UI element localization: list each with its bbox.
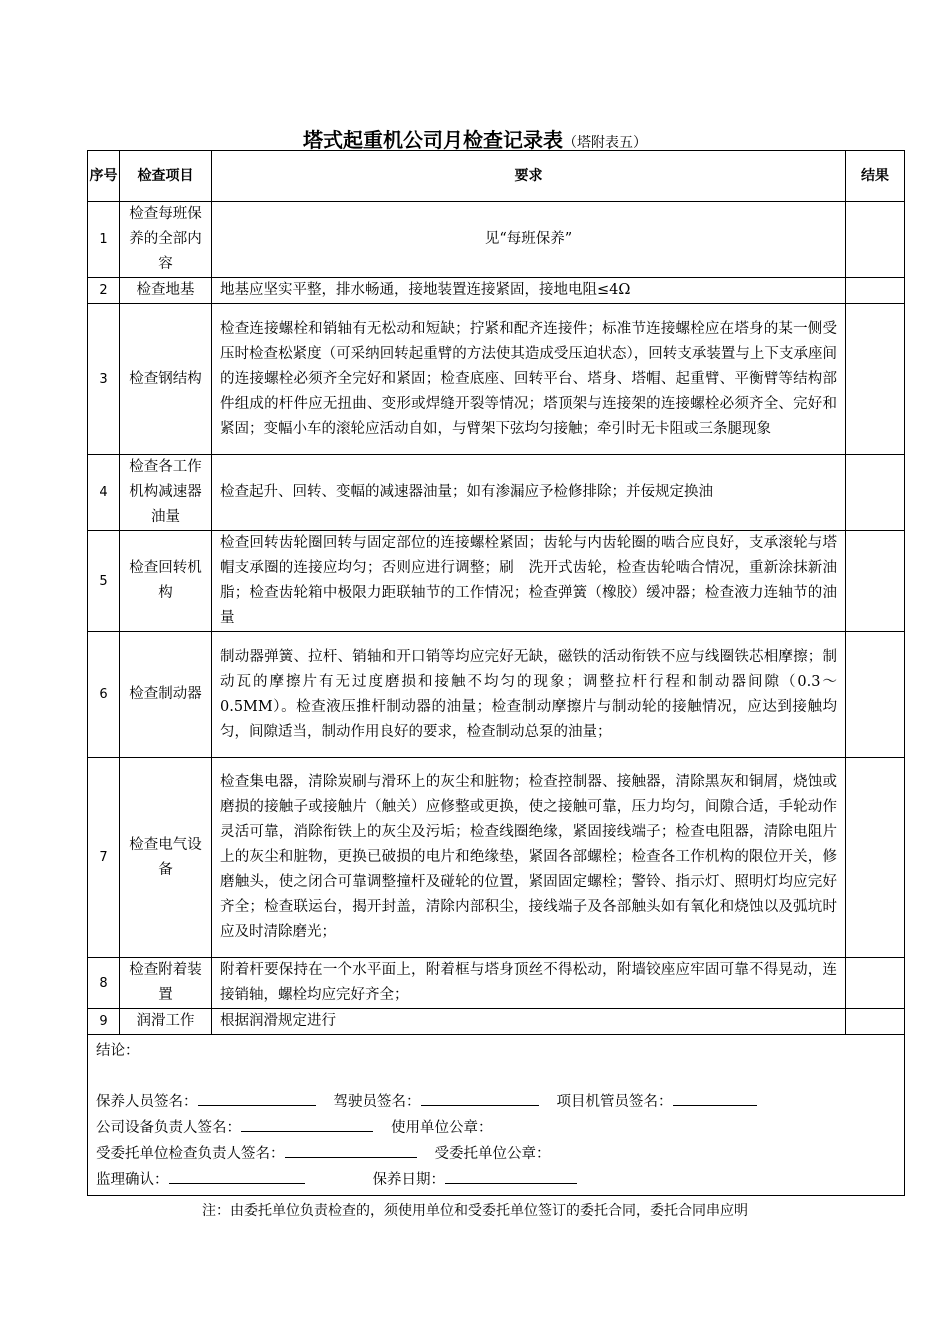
row-req: 检查连接螺栓和销轴有无松动和短缺；拧紧和配齐连接件；标准节连接螺栓应在塔身的某一侧受压时检查松紧度（可采纳回转起重臂的方法使其造成受压迫状态），回转支承装置与上下支承座间的连接螺栓必须齐全完好和紧固；检查底座、回转平台、塔身、塔帽、起重臂、平衡臂等结构部件组成的杆件应无扭曲、变形或焊缝开裂等情况；塔顶架与连接架的连接螺栓必须齐全、完好和紧固；变幅小车的滚轮应活动自如，与臂架下弦均匀接触；牵引时无卡阻或三条腿现象 [212,304,846,455]
table-row [88,632,905,758]
row-no: 1 [88,202,120,278]
supervision-label: 监理确认： [96,1172,169,1188]
conclusion-label: 结论： [96,1043,140,1059]
inspection-table [87,150,905,1196]
company-equip-sign-label: 公司设备负责人签名： [96,1120,241,1136]
row-item: 检查附着装置 [120,958,212,1009]
row-req: 检查回转齿轮圈回转与固定部位的连接螺栓紧固；齿轮与内齿轮圈的啮合应良好，支承滚轮与塔帽支承圈的连接应均匀；否则应进行调整；刷 洗开式齿轮，检查齿轮啮合情况，重新涂抹新油脂；检查齿轮箱中极限力距联轴节的工作情况；检查弹簧（橡胶）缓冲器；检查液力连轴节的油量 [212,531,846,632]
row-no: 7 [88,758,120,958]
row-result[interactable] [846,455,905,531]
row-no: 8 [88,958,120,1009]
table-row [88,1009,905,1035]
footnote: 注：由委托单位负责检查的，须使用单位和受委托单位签订的委托合同，委托合同串应明 [202,1203,748,1219]
table-row [88,958,905,1009]
row-req: 制动器弹簧、拉杆、销轴和开口销等均应完好无缺，磁铁的活动衔铁不应与线圈铁芯相摩擦；制动瓦的摩擦片有无过度磨损和接触不均匀的现象；调整拉杆行程和制动器间隙（0.3～0.5MM）。检查液压推杆制动器的油量；检查制动摩擦片与制动轮的接触情况，应达到接触均匀，间隙适当，制动作用良好的要求，检查制动总泵的油量； [212,632,846,758]
header-item: 检查项目 [120,151,212,202]
row-no: 6 [88,632,120,758]
signature-line-1 [96,1089,896,1115]
table-row [88,531,905,632]
row-req: 检查起升、回转、变幅的减速器油量；如有渗漏应予检修排除；并佞规定换油 [212,455,846,531]
header-result: 结果 [846,151,905,202]
supervision-blank[interactable] [169,1167,305,1184]
row-item: 检查地基 [120,278,212,304]
row-no: 9 [88,1009,120,1035]
row-no: 5 [88,531,120,632]
row-result[interactable] [846,758,905,958]
row-req: 地基应坚实平整，排水畅通，接地装置连接紧固，接地电阻≤4Ω [212,278,846,304]
row-no: 4 [88,455,120,531]
header-row [88,151,905,202]
row-item: 润滑工作 [120,1009,212,1035]
maintenance-sign-blank[interactable] [198,1089,316,1106]
row-no: 3 [88,304,120,455]
entrusted-seal-label: 受委托单位公章： [434,1146,551,1162]
row-result[interactable] [846,202,905,278]
row-result[interactable] [846,958,905,1009]
table-row [88,202,905,278]
title-block [0,124,950,153]
entrusted-sign-label: 受委托单位检查负责人签名： [96,1146,285,1162]
pm-sign-blank[interactable] [673,1089,757,1106]
row-no: 2 [88,278,120,304]
conclusion-cell [88,1035,905,1196]
user-seal-label: 使用单位公章： [391,1120,493,1136]
signature-line-4 [96,1167,896,1193]
table-row [88,278,905,304]
table-row [88,455,905,531]
driver-sign-label: 驾驶员签名： [333,1094,421,1110]
row-req: 检查集电器，清除炭刷与滑环上的灰尘和脏物；检查控制器、接触器，清除黑灰和铜屑，烧蚀或磨损的接触子或接触片（触关）应修整或更换，使之接触可靠，压力均匀，间隙合适，手轮动作灵活可靠，消除衔铁上的灰尘及污垢；检查线圈绝缘，紧固接线端子；检查电阻器，清除电阻片上的灰尘和脏物，更换已破损的电片和绝缘垫，紧固各部螺栓；检查各工作机构的限位开关，修磨触头，使之闭合可靠调整撞杆及碰轮的位置，紧固固定螺栓；警铃、指示灯、照明灯均应完好齐全；检查联运台，揭开封盖，清除内部积尘，接线端子及各部触头如有氧化和烧蚀以及弧坑时应及时清除磨光； [212,758,846,958]
page-title: 塔式起重机公司月检查记录表 [303,128,563,152]
row-result[interactable] [846,531,905,632]
conclusion-row [88,1035,905,1196]
row-item: 检查钢结构 [120,304,212,455]
signature-line-3 [96,1141,896,1167]
table-row [88,758,905,958]
row-item: 检查制动器 [120,632,212,758]
row-item: 检查每班保养的全部内容 [120,202,212,278]
row-req: 附着杆要保持在一个水平面上，附着框与塔身顶丝不得松动，附墙铰座应牢固可靠不得晃动，连接销轴，螺栓均应完好齐全； [212,958,846,1009]
signature-line-2 [96,1115,896,1141]
row-item: 检查电气设备 [120,758,212,958]
entrusted-sign-blank[interactable] [285,1141,417,1158]
row-result[interactable] [846,632,905,758]
row-result[interactable] [846,278,905,304]
row-req: 根据润滑规定进行 [212,1009,846,1035]
row-item: 检查回转机构 [120,531,212,632]
maintenance-sign-label: 保养人员签名： [96,1094,198,1110]
header-req: 要求 [212,151,846,202]
row-req: 见“每班保养” [212,202,846,278]
table-row [88,304,905,455]
row-result[interactable] [846,1009,905,1035]
header-no: 序号 [88,151,120,202]
date-blank[interactable] [445,1167,577,1184]
row-item: 检查各工作机构减速器油量 [120,455,212,531]
driver-sign-blank[interactable] [421,1089,539,1106]
company-equip-sign-blank[interactable] [241,1115,373,1132]
pm-sign-label: 项目机管员签名： [556,1094,673,1110]
page-subtitle: （塔附表五） [563,135,647,151]
date-label: 保养日期： [372,1172,445,1188]
row-result[interactable] [846,304,905,455]
